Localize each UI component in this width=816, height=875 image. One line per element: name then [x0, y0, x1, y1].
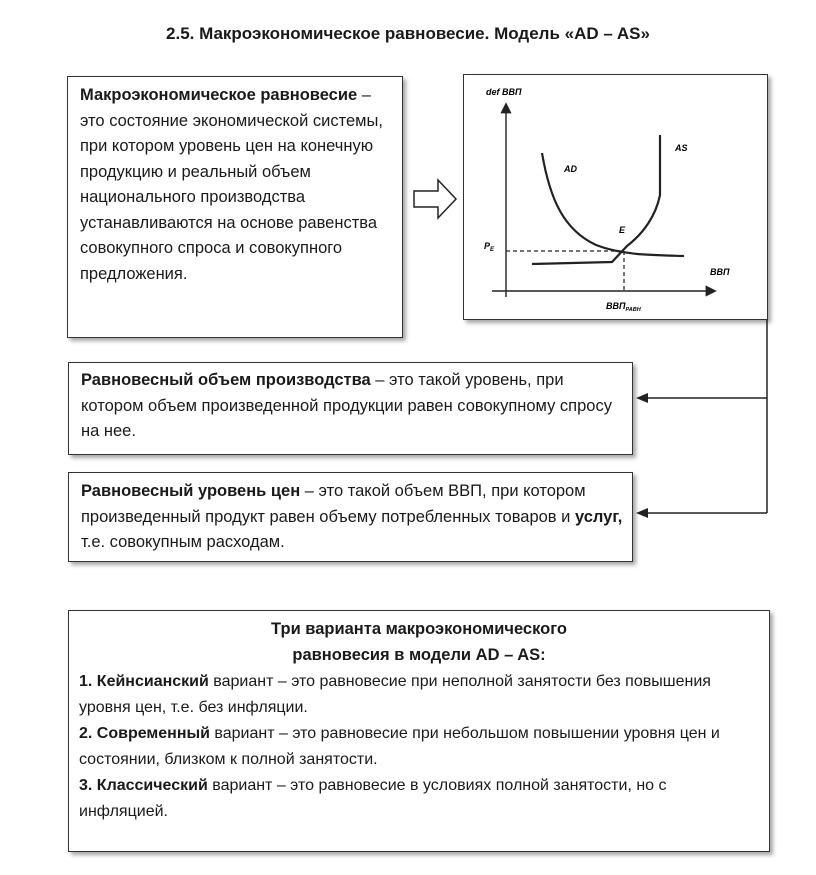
equilibrium-price-term: Равновесный уровень цен — [81, 482, 301, 500]
equilibrium-price-box — [68, 472, 633, 562]
variant-item-1 — [79, 669, 759, 720]
variant-item-2 — [79, 721, 759, 772]
variant-name: Классический — [96, 777, 208, 794]
y-axis-label: def ВВП — [486, 87, 522, 97]
variant-num: 1. — [79, 673, 97, 690]
equilibrium-label: E — [619, 225, 626, 235]
arrow-to-output-icon — [636, 393, 648, 403]
variant-name: Кейнсианский — [96, 673, 209, 690]
ad-label: AD — [564, 164, 577, 174]
variant-text: вариант – это равновесие при неполной занятости без повышения уровня цен, т.е. без инфляции. — [79, 673, 711, 716]
definition-text: – это состояние экономической системы, при котором уровень цен на конечную продукцию и реальный объем национального производства устанавливаются на основе равенства совокупного спроса и совокупного предложения. — [80, 86, 383, 283]
variant-item-3 — [79, 773, 759, 824]
definition-term: Макроэкономическое равновесие — [80, 86, 358, 104]
equilibrium-output-box — [68, 362, 633, 455]
output-label: $ВВП_{РАВН}$ — [606, 301, 641, 313]
equilibrium-price-text-b: т.е. совокупным расходам. — [81, 533, 285, 551]
equilibrium-output-term: Равновесный объем производства — [81, 371, 371, 389]
variants-box — [68, 610, 770, 852]
right-hollow-arrow-icon — [414, 180, 456, 218]
equilibrium-output-text: – это такой уровень, при котором объем произведенной продукции равен совокупному спросу на нее. — [81, 371, 612, 440]
variant-num: 2. — [79, 725, 97, 742]
equilibrium-price-text-a: – это такой объем ВВП, при котором произведенный продукт равен объему потребленных товаров и — [81, 482, 586, 526]
arrow-to-price-icon — [636, 508, 648, 518]
page-title: 2.5. Макроэкономическое равновесие. Модель «AD – AS» — [166, 24, 650, 43]
as-label: AS — [675, 143, 688, 153]
variant-text: вариант – это равновесие в условиях полной занятости, но с инфляцией. — [79, 777, 667, 820]
ad-as-graph — [463, 74, 768, 320]
price-label: $P_E$ — [484, 241, 495, 253]
variants-title-line1: Три варианта макроэкономического — [271, 620, 567, 638]
variant-name: Современный — [96, 725, 210, 742]
equilibrium-price-term2: услуг, — [574, 507, 623, 526]
variant-num: 3. — [79, 777, 97, 794]
variant-text: вариант – это равновесие при небольшом повышении уровня цен и состоянии, близком к полной занятости. — [79, 725, 720, 768]
definition-box — [67, 76, 403, 338]
ad-as-chart — [464, 75, 767, 319]
variants-title-line2: равновесия в модели AD – AS: — [292, 645, 546, 664]
x-axis-label: ВВП — [710, 267, 730, 277]
